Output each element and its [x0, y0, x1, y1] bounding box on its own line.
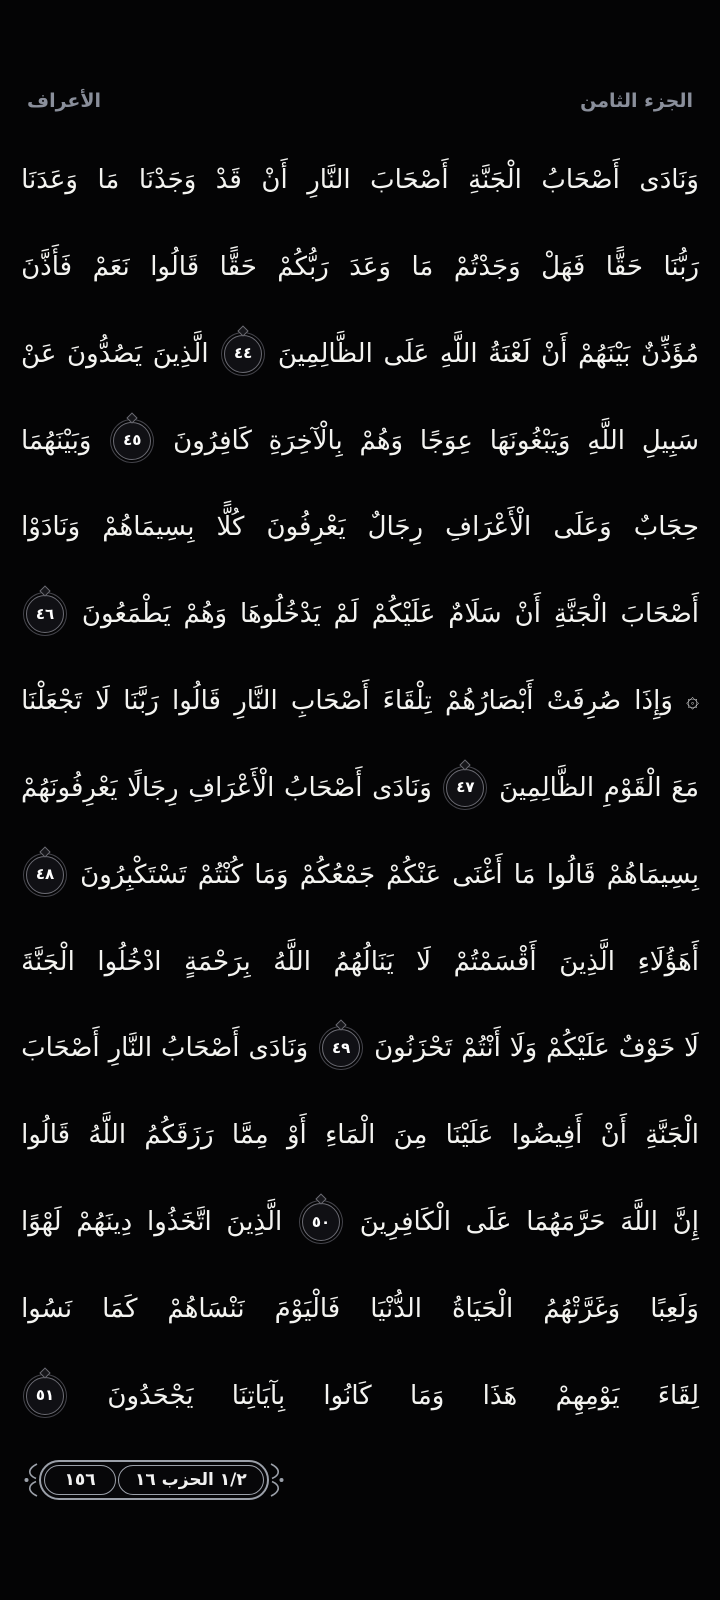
quran-word[interactable]: الَّذِينَ — [559, 946, 616, 977]
quran-word[interactable]: قَالُوا — [172, 686, 221, 717]
quran-word[interactable]: وَلَا — [509, 1033, 538, 1064]
quran-line[interactable] — [21, 1107, 699, 1163]
quran-word[interactable]: الْجَنَّةَ — [21, 946, 75, 977]
quran-word[interactable]: بِسِيمَاهُمْ — [102, 512, 195, 543]
page-number: ١٥٦ — [44, 1465, 116, 1495]
ayah-number: ٤٥ — [123, 431, 142, 450]
quran-word[interactable]: جَمْعُكُمْ — [299, 859, 376, 890]
quran-word[interactable]: وَنَادَى — [372, 772, 432, 803]
quran-word[interactable]: اللَّهَ — [620, 1207, 658, 1238]
quran-word[interactable]: مَا — [97, 165, 120, 195]
quran-word[interactable]: تَجْعَلْنَا — [21, 686, 82, 717]
quran-word[interactable]: الَّذِينَ — [152, 338, 209, 369]
quran-line[interactable] — [21, 847, 699, 903]
quran-line[interactable] — [21, 326, 699, 382]
page-info-pill[interactable] — [22, 1460, 286, 1500]
page-header — [0, 90, 720, 112]
quran-line[interactable] — [21, 1281, 699, 1337]
quran-word[interactable]: بِسِيمَاهُمْ — [606, 859, 699, 890]
quran-word[interactable]: حَقًّا — [219, 251, 257, 282]
footer-ornament-right-icon — [270, 1462, 286, 1498]
quran-word[interactable]: رَبُّكُمْ — [277, 251, 329, 282]
quran-word[interactable]: لَا — [95, 686, 111, 717]
quran-word[interactable]: كَمَا — [102, 1293, 138, 1324]
quran-word[interactable]: الظَّالِمِينَ — [277, 338, 373, 369]
quran-word[interactable]: أَقْسَمْتُمْ — [453, 946, 537, 977]
quran-word[interactable]: مِنَ — [393, 1120, 428, 1151]
quran-word[interactable]: أَبْصَارُهُمْ — [444, 686, 534, 717]
quran-word[interactable]: أَصْحَابُ — [541, 165, 620, 195]
quran-word[interactable]: وَنَادَى — [248, 1033, 309, 1064]
quran-word[interactable]: يَنَالُهُمُ — [333, 946, 394, 977]
juz-label: الجزء الثامن — [580, 90, 693, 112]
quran-word[interactable]: أَهَؤُلَاءِ — [637, 946, 699, 977]
quran-word[interactable]: الدُّنْيَا — [370, 1293, 422, 1324]
quran-word[interactable]: اللَّهُ — [273, 946, 311, 977]
ayah-number: ٤٨ — [35, 865, 55, 884]
quran-word[interactable]: عَلَيْنَا — [445, 1120, 494, 1151]
quran-word[interactable]: لَهْوًا — [21, 1207, 62, 1238]
quran-word[interactable]: يَجْحَدُونَ — [107, 1380, 194, 1411]
quran-word[interactable]: أَغْنَى — [452, 859, 503, 890]
quran-word[interactable]: وَنَادَى — [639, 165, 699, 195]
quran-word[interactable]: عَلَى — [465, 1207, 512, 1238]
quran-word[interactable]: كَانُوا — [323, 1380, 372, 1411]
quran-word[interactable]: الظَّالِمِينَ — [499, 772, 595, 803]
quran-word[interactable]: قَالُوا — [546, 859, 596, 890]
quran-word[interactable]: رَزَقَكُمُ — [144, 1120, 214, 1151]
ayah-marker[interactable] — [446, 769, 484, 807]
quran-word[interactable]: أَصْحَابَ — [620, 599, 699, 630]
rub-el-hizb-icon: ۞ — [686, 688, 699, 714]
quran-word[interactable]: صُرِفَتْ — [546, 686, 622, 717]
quran-word[interactable]: حَقًّا — [605, 251, 643, 282]
quran-word[interactable]: لَعْنَةُ — [488, 338, 531, 369]
quran-word[interactable]: الْكَافِرِينَ — [359, 1207, 451, 1238]
quran-word[interactable]: وَعَدَ — [349, 251, 391, 282]
quran-word[interactable]: مَعَ — [671, 772, 699, 803]
quran-word[interactable]: يَدْخُلُوهَا — [240, 599, 321, 630]
quran-word[interactable]: الْحَيَاةُ — [451, 1293, 514, 1324]
quran-word[interactable]: عَلَى — [383, 338, 430, 369]
quran-word[interactable]: عَنْ — [21, 338, 57, 369]
quran-word[interactable]: عَنْكُمْ — [386, 859, 442, 890]
quran-word[interactable]: أَصْحَابَ — [21, 1033, 100, 1064]
quran-word[interactable]: النَّارِ — [108, 1033, 153, 1064]
quran-word[interactable]: ادْخُلُوا — [97, 946, 162, 977]
quran-word[interactable]: قَالُوا — [21, 1120, 71, 1151]
quran-line[interactable] — [21, 1020, 699, 1076]
quran-word[interactable]: أَفِيضُوا — [511, 1120, 583, 1151]
quran-word[interactable]: أَصْحَابُ — [161, 1033, 240, 1064]
quran-word[interactable]: أَنْتُمْ — [461, 1033, 501, 1064]
quran-word[interactable]: مِمَّا — [231, 1120, 269, 1151]
quran-word[interactable]: فَهَلْ — [541, 251, 586, 282]
quran-word[interactable]: أَصْحَابَ — [370, 165, 449, 195]
hizb-label: ١/٢ الحزب ١٦ — [118, 1465, 264, 1495]
quran-word[interactable]: الْقَوْمِ — [603, 772, 662, 803]
quran-word[interactable]: لَمْ — [333, 599, 359, 630]
quran-word[interactable]: سَلَامٌ — [448, 599, 502, 630]
quran-word[interactable]: يَطْمَعُونَ — [81, 599, 171, 630]
quran-word[interactable]: كُلًّا — [216, 512, 245, 543]
quran-word[interactable]: يَعْرِفُونَهُمْ — [21, 772, 118, 803]
quran-word[interactable]: أَصْحَابِ — [290, 686, 370, 717]
quran-word[interactable]: لَا — [416, 946, 432, 977]
quran-word[interactable]: وَإِذَا — [634, 686, 673, 717]
quran-word[interactable]: يَعْرِفُونَ — [266, 512, 346, 543]
quran-word[interactable]: نَسُوا — [21, 1293, 73, 1324]
quran-word[interactable]: اللَّهِ — [439, 338, 478, 369]
quran-word[interactable]: الْجَنَّةِ — [553, 599, 608, 630]
quran-word[interactable]: رِجَالًا — [127, 772, 179, 803]
quran-word[interactable]: يَصُدُّونَ — [66, 338, 143, 369]
quran-word[interactable]: خَوْفٌ — [618, 1033, 676, 1064]
quran-word[interactable]: بَيْنَهُمْ — [578, 338, 631, 369]
quran-word[interactable]: لَا — [684, 1033, 699, 1064]
quran-word[interactable]: وَجَدْنَا — [138, 165, 197, 195]
quran-word[interactable]: كَافِرُونَ — [173, 425, 252, 456]
quran-word[interactable]: النَّارِ — [234, 686, 278, 717]
page-info-frame — [39, 1460, 269, 1500]
quran-word[interactable]: وَهُمْ — [359, 425, 404, 456]
quran-line[interactable] — [21, 1368, 699, 1424]
quran-word[interactable]: تَسْتَكْبِرُونَ — [80, 859, 187, 890]
quran-word[interactable]: أَنْ — [600, 1120, 627, 1151]
quran-line[interactable] — [21, 673, 699, 729]
ayah-marker[interactable] — [26, 856, 64, 894]
quran-word[interactable]: إِنَّ — [672, 1207, 699, 1238]
quran-word[interactable]: أَنْ — [541, 338, 568, 369]
ayah-number: ٤٦ — [35, 604, 55, 623]
quran-word[interactable]: عِوَجًا — [419, 425, 473, 456]
quran-word[interactable]: عَلَيْكُمْ — [371, 599, 436, 630]
quran-line[interactable] — [21, 760, 699, 816]
quran-word[interactable]: الْمَاءِ — [325, 1120, 376, 1151]
quran-word[interactable]: الْأَعْرَافِ — [188, 772, 275, 803]
quran-word[interactable]: اتَّخَذُوا — [147, 1207, 212, 1238]
quran-word[interactable]: قَدْ — [215, 165, 242, 195]
ayah-number: ٤٤ — [234, 344, 253, 363]
quran-word[interactable]: تَحْزَنُونَ — [374, 1033, 453, 1064]
quran-word[interactable]: مَا — [513, 859, 536, 890]
ayah-marker[interactable] — [302, 1203, 340, 1241]
quran-word[interactable]: بِآيَاتِنَا — [231, 1380, 286, 1411]
quran-word[interactable]: وَنَادَوْا — [21, 512, 81, 543]
ayah-marker[interactable] — [113, 422, 151, 460]
quran-word[interactable]: وَعَلَى — [553, 512, 612, 543]
quran-line[interactable] — [21, 499, 699, 555]
quran-word[interactable]: وَلَعِبًا — [650, 1293, 699, 1324]
quran-word[interactable]: فَالْيَوْمَ — [274, 1293, 341, 1324]
quran-word[interactable]: يَوْمِهِمْ — [555, 1380, 620, 1411]
quran-line[interactable] — [21, 586, 699, 642]
quran-word[interactable]: نَعَمْ — [92, 251, 130, 282]
quran-word[interactable]: قَالُوا — [150, 251, 200, 282]
quran-word[interactable]: أَصْحَابُ — [283, 772, 363, 803]
quran-word[interactable]: سَبِيلِ — [641, 425, 699, 456]
page-footer — [22, 1460, 286, 1500]
quran-word[interactable]: وَهُمْ — [183, 599, 228, 630]
quran-word[interactable]: حِجَابٌ — [633, 512, 699, 543]
surah-name-label: الأعراف — [27, 90, 102, 112]
quran-word[interactable]: هَذَا — [482, 1380, 518, 1411]
quran-word[interactable]: وَبَيْنَهُمَا — [21, 425, 92, 456]
quran-word[interactable]: دِينَهُمْ — [76, 1207, 133, 1238]
quran-word[interactable]: وَغَرَّتْهُمُ — [543, 1293, 621, 1324]
footer-ornament-left-icon — [22, 1462, 38, 1498]
quran-word[interactable]: الْأَعْرَافِ — [445, 512, 532, 543]
quran-line[interactable] — [21, 239, 699, 295]
quran-word[interactable]: الْجَنَّةِ — [468, 165, 522, 195]
quran-word[interactable]: وَمَا — [254, 859, 289, 890]
quran-line[interactable] — [21, 413, 699, 469]
quran-line[interactable] — [21, 152, 699, 208]
quran-word[interactable]: مَا — [411, 251, 434, 282]
quran-word[interactable]: اللَّهِ — [587, 425, 625, 456]
quran-word[interactable]: عَلَيْكُمْ — [546, 1033, 610, 1064]
quran-word[interactable]: الْجَنَّةِ — [645, 1120, 699, 1151]
ayah-number: ٤٩ — [331, 1038, 351, 1057]
quran-word[interactable]: كُنْتُمْ — [197, 859, 244, 890]
quran-page-text[interactable] — [21, 152, 699, 1424]
ayah-marker[interactable] — [224, 335, 262, 373]
ayah-marker[interactable] — [26, 1377, 64, 1415]
quran-word[interactable]: حَرَّمَهُمَا — [526, 1207, 606, 1238]
quran-line[interactable] — [21, 934, 699, 990]
quran-word[interactable]: بِالْآخِرَةِ — [268, 425, 343, 456]
ayah-marker[interactable] — [26, 595, 64, 633]
quran-word[interactable]: وَيَبْغُونَهَا — [489, 425, 571, 456]
quran-word[interactable]: أَنْ — [514, 599, 541, 630]
quran-word[interactable]: اللَّهُ — [88, 1120, 127, 1151]
quran-word[interactable]: وَمَا — [409, 1380, 445, 1411]
ayah-number: ٥٠ — [311, 1212, 331, 1231]
quran-word[interactable]: الَّذِينَ — [226, 1207, 283, 1238]
quran-word[interactable]: نَنْسَاهُمْ — [167, 1293, 245, 1324]
ayah-marker[interactable] — [322, 1029, 360, 1067]
quran-word[interactable]: رَبَّنَا — [123, 686, 159, 717]
quran-word[interactable]: لِقَاءَ — [657, 1380, 699, 1411]
quran-word[interactable]: أَنْ — [261, 165, 288, 195]
quran-line[interactable] — [21, 1194, 699, 1250]
quran-word[interactable]: فَأَذَّنَ — [21, 251, 73, 282]
quran-word[interactable]: تِلْقَاءَ — [382, 686, 432, 717]
quran-word[interactable]: رَبُّنَا — [663, 251, 699, 282]
quran-word[interactable]: مُؤَذِّنٌ — [640, 338, 699, 369]
quran-word[interactable]: رِجَالٌ — [367, 512, 424, 543]
ayah-number: ٥١ — [35, 1386, 55, 1405]
quran-word[interactable]: النَّارِ — [307, 165, 351, 195]
quran-word[interactable]: وَجَدْتُمْ — [453, 251, 521, 282]
ayah-number: ٤٧ — [456, 778, 475, 797]
quran-word[interactable]: أَوْ — [287, 1120, 307, 1151]
quran-word[interactable]: وَعَدَنَا — [21, 165, 78, 195]
quran-word[interactable]: بِرَحْمَةٍ — [184, 946, 251, 977]
